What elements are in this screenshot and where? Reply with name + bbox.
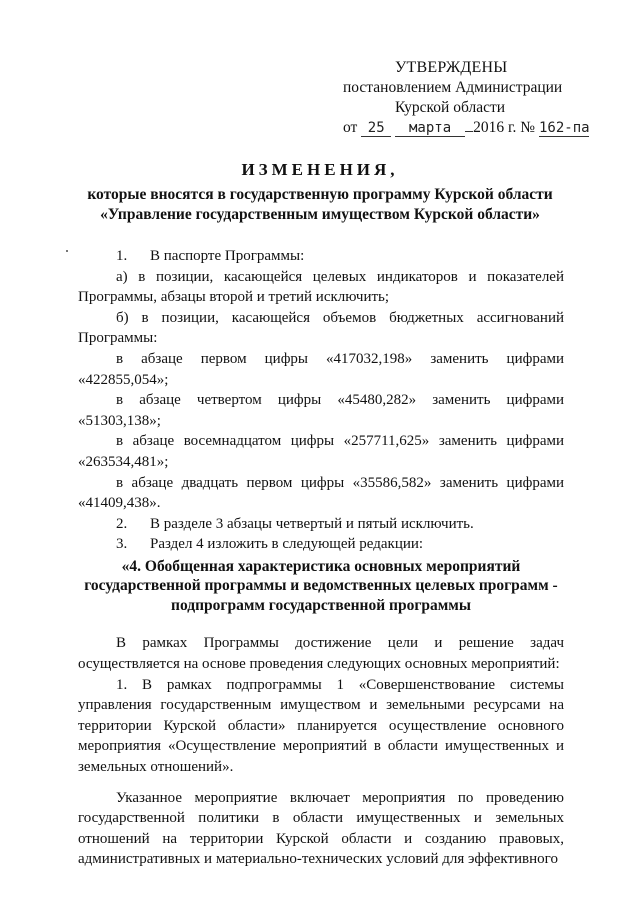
spacer <box>78 615 564 633</box>
date-year: 2016 г. № <box>473 119 536 136</box>
section-title-line-1: «4. Обобщенная характеристика основных мероприятий <box>121 557 521 575</box>
approval-line-2: Курской области <box>395 99 506 116</box>
scan-dot <box>66 250 68 252</box>
subitem-b-change-2: в абзаце четвертом цифры «45480,282» заменить цифрами «51303,138»; <box>78 392 564 429</box>
date-underline <box>465 131 473 132</box>
spacer-small <box>78 778 564 788</box>
item-3-text: Раздел 4 изложить в следующей редакции: <box>150 536 424 553</box>
subitem-b-change-3: в абзаце восемнадцатом цифры «257711,625» заменить цифрами «263534,481»; <box>78 433 564 470</box>
decree-number: 162-па <box>538 120 590 136</box>
paragraph-3: Указанное мероприятие включает мероприятия по проведению государственной политики в области имущественных и земельных отношений на территории Курской области и созданию правовых, административных и материально-технических условий для эффективного <box>78 789 564 868</box>
item-2-number: 2. <box>116 515 128 532</box>
heading-subtitle-1: которые вносятся в государственную программу Курской области <box>87 186 553 203</box>
document-body <box>78 246 564 870</box>
item-1-number: 1. <box>116 248 128 264</box>
item-2-text: В разделе 3 абзацы четвертый и пятый исключить. <box>150 515 474 532</box>
section-title-line-2: государственной программы и ведомственных целевых программ - <box>84 577 558 595</box>
item-2 <box>78 514 564 535</box>
item-3-number: 3. <box>116 536 128 553</box>
date-month: марта <box>395 120 465 137</box>
paragraph-1: В рамках Программы достижение цели и решение задач осуществляется на основе проведения следующих основных мероприятий: <box>78 635 564 672</box>
date-day: 25 <box>361 120 391 137</box>
approval-line-1: постановлением Администрации <box>343 79 563 96</box>
subitem-a: а) в позиции, касающейся целевых индикаторов и показателей Программы, абзацы второй и третий исключить; <box>78 268 564 306</box>
item-3 <box>78 534 564 555</box>
approval-block <box>335 58 595 138</box>
heading-subtitle-2: «Управление государственным имуществом Курской области» <box>100 206 540 223</box>
section-title-line-3: подпрограмм государственной программы <box>171 596 471 614</box>
paragraph-2: 1. В рамках подпрограммы 1 «Совершенствование системы управления государственным имуществом и земельными ресурсами на территории Курской области» планируется осуществление основного мероприятия «Осуществление мероприятий в области имущественных и земельных отношений». <box>78 676 564 775</box>
item-1-text: В паспорте Программы: <box>150 248 305 264</box>
approval-title: УТВЕРЖДЕНЫ <box>395 59 508 76</box>
section-title <box>78 557 564 616</box>
item-1 <box>78 246 564 267</box>
subitem-b: б) в позиции, касающейся объемов бюджетных ассигнований Программы: <box>78 309 564 347</box>
date-prefix: от <box>343 119 358 136</box>
subitem-b-change-1: в абзаце первом цифры «417032,198» заменить цифрами «422855,054»; <box>78 350 564 388</box>
heading-main: ИЗМЕНЕНИЯ, <box>241 160 399 179</box>
approval-date-line <box>335 118 595 138</box>
subitem-b-change-4: в абзаце двадцать первом цифры «35586,582» заменить цифрами «41409,438». <box>78 474 564 512</box>
